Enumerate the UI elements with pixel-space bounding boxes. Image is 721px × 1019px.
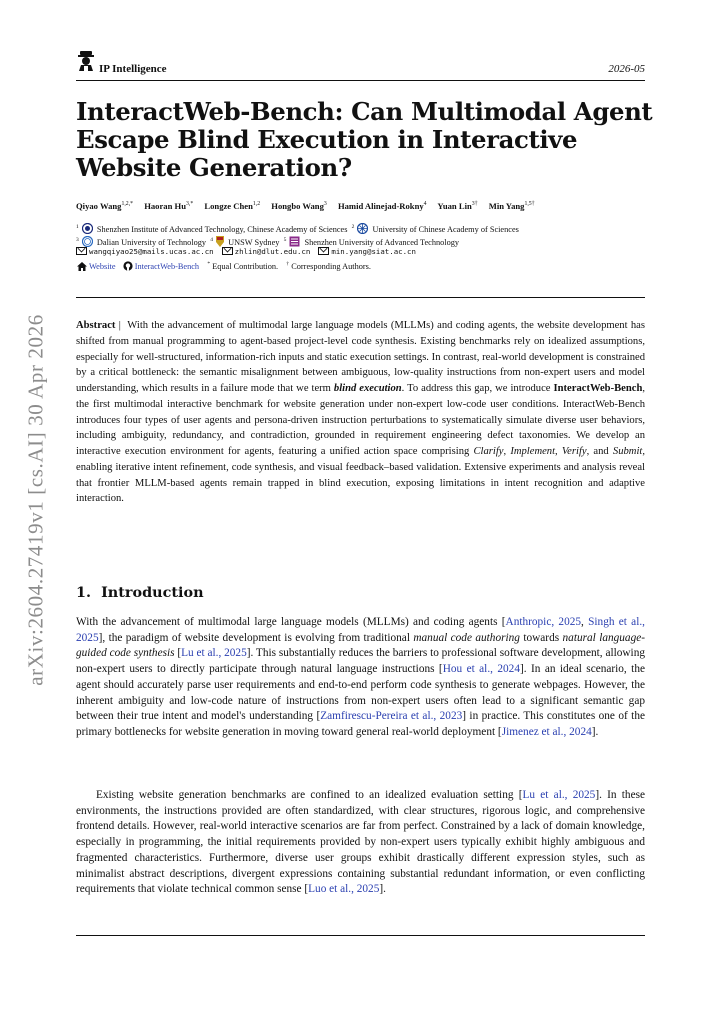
siat-logo-icon xyxy=(82,223,93,234)
arxiv-id: arXiv:2604.27419v1 [cs.AI] 30 Apr 2026 xyxy=(23,314,48,686)
affiliation-5: Shenzhen University of Advanced Technology xyxy=(304,237,460,247)
affiliation-1: Shenzhen Institute of Advanced Technology, Chinese Academy of Sciences xyxy=(96,224,348,234)
citation[interactable]: Lu et al., 2025 xyxy=(181,647,247,660)
author: Longze Chen$^{1,2}$ xyxy=(204,201,261,211)
author-list xyxy=(76,201,676,211)
envelope-icon xyxy=(222,247,233,255)
arxiv-sidebar xyxy=(16,300,56,700)
email[interactable]: wangqiyao25@mails.ucas.ac.cn xyxy=(89,247,214,256)
affiliation-4: UNSW Sydney xyxy=(228,237,280,247)
corresponding-note: Corresponding Authors. xyxy=(291,261,371,271)
email[interactable]: min.yang@siat.ac.cn xyxy=(331,247,416,256)
affiliation-2: University of Chinese Academy of Sciences xyxy=(372,224,519,234)
envelope-icon xyxy=(76,247,87,255)
citation[interactable]: Singh et al., 2025 xyxy=(76,616,645,644)
author: Yuan Lin$^{3\dagger}$ xyxy=(437,201,478,211)
citation[interactable]: Anthropic, 2025 xyxy=(505,616,582,628)
abstract-label: Abstract xyxy=(76,320,116,331)
github-icon xyxy=(123,261,133,271)
journal-logo-icon xyxy=(76,50,96,72)
author: Hamid Alinejad-Rokny$^4$ xyxy=(337,201,427,211)
author: Hongbo Wang$^3$ xyxy=(271,201,327,211)
author: Min Yang$^{1,5\dagger}$ xyxy=(488,201,535,211)
author: Qiyao Wang$^{1,2,*}$ xyxy=(76,201,134,211)
author: Haoran $Hu^{3,*}$ xyxy=(144,201,194,211)
home-icon xyxy=(77,262,87,271)
paragraph: With the advancement of multimodal large language models (MLLMs) and coding agents [Anthropic, 2025, Singh et al., 2025], the paradigm of website development is evolving from traditional manual code authoring towards natural language-guided code synthesis [Lu et al., 2025]. This substantially reduces the barriers to professional software development, allowing non-expert users to directly participate through natural language instructions [Hou et al., 2024]. In an ideal scenario, the agent should accurately parse user requirements and end-to-end perform code synthesis to generate webpages. However, the inherent ambiguity and low-code nature of instructions from non-expert users often lead to a significant semantic gap between their true intent and model's understanding [Zamfirescu-Pereira et al., 2023] in practice. This constitutes one of the primary bottlenecks for website generation in moving toward general real-world deployment [Jimenez et al., 2024]. xyxy=(76,616,646,738)
github-link[interactable]: InteractWeb-Bench xyxy=(134,261,200,271)
email-line xyxy=(76,246,696,258)
paper-title: InteractWeb-Bench: Can Multimodal Agent Escape Blind Execution in Interactive Website Generation? xyxy=(76,97,653,182)
divider xyxy=(76,297,645,298)
envelope-icon xyxy=(318,247,329,255)
affiliation-line: $^3$ Dalian University of Technology $^4$ UNSW Sydney $^5$ Shenzhen University of Advanced Technology xyxy=(76,237,460,247)
affiliation-line: $^1$ Shenzhen Institute of Advanced Technology, Chinese Academy of Sciences $^2$ University of Chinese Academy of Sciences xyxy=(76,224,519,234)
ucas-logo-icon xyxy=(357,223,368,234)
citation[interactable]: Lu et al., 2025 xyxy=(522,789,596,801)
email[interactable]: zhlin@dlut.edu.cn xyxy=(234,247,311,256)
citation[interactable]: Luo et al., 2025 xyxy=(308,883,380,896)
section-heading: 1. Introduction xyxy=(76,584,204,601)
running-header xyxy=(76,52,645,81)
divider xyxy=(76,935,645,936)
abstract: Abstract | With the advancement of multimodal large language models (MLLMs) and coding agents, the website development has shifted from manual programming to agent-based project-level code synthesis. Existing benchmarks rely on idealized assumptions, especially for well-structured, information-rich inputs and static execution settings. In contrast, real-world development is constrained by a critical bottleneck: the semantic misalignment between ambiguous, low-quality instructions from non-expert users and model understanding, which results in a failure mode that we term blind execution. To address this gap, we introduce InteractWeb-Bench, the first multimodal interactive benchmark for website generation under non-expert low-code user conditions. InteractWeb-Bench introduces four types of user agents and persona-driven instruction perturbations to systematically simulate diverse user behaviors, including ambiguity, redundancy, and contradiction, grounded in requirement engineering defect taxonomies. We develop an interactive execution environment for agents, featuring a unified action space comprising Clarify, Implement, Verify, and Submit, enabling iterative intent refinement, code synthesis, and visual feedback–based validation. Extensive experiments and analysis reveal that frontier MLLM-based agents remain trapped in blind execution, exposing limitations in intent recognition and adaptive interaction. xyxy=(76,320,646,505)
citation[interactable]: Jimenez et al., 2024 xyxy=(501,725,592,738)
citation[interactable]: Hou et al., 2024 xyxy=(442,663,520,676)
journal-name: IP Intelligence xyxy=(99,63,167,75)
links-line: Website InteractWeb-Bench * Equal Contribution. † Corresponding Authors. xyxy=(76,258,696,273)
equal-contribution-note: Equal Contribution. xyxy=(212,261,279,271)
affiliation-3: Dalian University of Technology xyxy=(96,237,207,247)
issue-date: 2026-05 xyxy=(608,63,645,75)
website-link[interactable]: Website xyxy=(89,261,116,271)
citation[interactable]: Zamfirescu-Pereira et al., 2023 xyxy=(320,710,463,723)
paragraph: Existing website generation benchmarks are confined to an idealized evaluation setting [Lu et al., 2025]. In these environments, the instructions provided are often standardized, with clear structures, rigorous logic, and comprehensive frontend details. However, real-world interactive scenarios are far from perfect. Constrained by a lack of domain knowledge, especially in programming, the initial requirements provided by non-expert users typically exhibit highly ambiguous and fragmented characteristics. Furthermore, diverse user groups exhibit drastically different expression styles, such as minimalist abstract descriptions, divergent expressions containing substantial redundant information, or even conflicting requirements that violate technical common sense [Luo et al., 2025]. xyxy=(76,789,645,896)
